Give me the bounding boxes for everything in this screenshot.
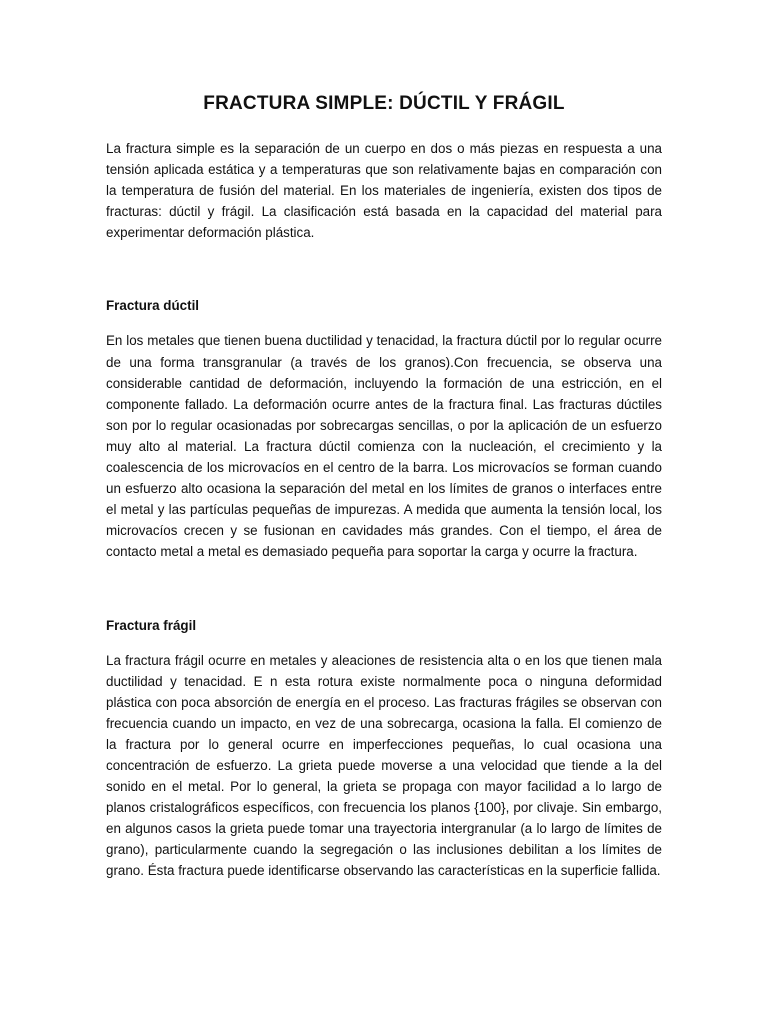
section-heading-brittle: Fractura frágil xyxy=(106,617,197,633)
spacer xyxy=(106,636,662,650)
intro-paragraph: La fractura simple es la separación de un cuerpo en dos o más piezas en respuesta a una tensión aplicada estática y a temperaturas que son relativamente bajas en comparación con la temperatura de fusión del material. En los materiales de ingeniería, existen dos tipos de fracturas: dúctil y frágil. La clasificación está basada en la capacidad del material para experimentar deformación plástica. xyxy=(106,141,662,241)
section-body-brittle: La fractura frágil ocurre en metales y aleaciones de resistencia alta o en los que tienen mala ductilidad y tenacidad. E n esta rotura existe normalmente poca o ninguna deformidad plástica con poca absorción de energía en el proceso. Las fracturas frágiles se observan con frecuencia cuando un impacto, en vez de una sobrecarga, ocasiona la falla. El comienzo de la fractura por lo general ocurre en imperfecciones pequeñas, lo cual ocasiona una concentración de esfuerzo. La grieta puede moverse a una velocidad que tiende a la del sonido en el metal. Por lo general, la grieta se propaga con mayor facilidad a lo largo de planos cristalográficos específicos, con frecuencia los planos {100}, por clivaje. Sin embargo, en algunos casos la grieta puede tomar una trayectoria intergranular (a lo largo de límites de grano), particularmente cuando la segregación o las inclusiones debilitan a los límites de grano. Ésta fractura puede identificarse observando las características en la superficie fallida. xyxy=(106,652,662,879)
spacer xyxy=(106,563,662,615)
document-title: FRACTURA SIMPLE: DÚCTIL Y FRÁGIL xyxy=(203,93,565,114)
section-ductile xyxy=(106,295,662,562)
section-brittle xyxy=(106,615,662,882)
section-body-ductile: En los metales que tienen buena ductilidad y tenacidad, la fractura dúctil por lo regular ocurre de una forma transgranular (a través de los granos).Con frecuencia, se observa una considerable cantidad de deformación, incluyendo la formación de una estricción, en el componente fallado. La deformación ocurre antes de la fractura final. Las fracturas dúctiles son por lo regular ocasionadas por sobrecargas sencillas, o por la aplicación de un esfuerzo muy alto al material. La fractura dúctil comienza con la nucleación, el crecimiento y la coalescencia de los microvacíos en el centro de la barra. Los microvacíos se forman cuando un esfuerzo alto ocasiona la separación del metal en los límites de granos o interfaces entre el metal y las partículas pequeñas de impurezas. A medida que aumenta la tensión local, los microvacíos crecen y se fusionan en cavidades más grandes. Con el tiempo, el área de contacto metal a metal es demasiado pequeña para soportar la carga y ocurre la fractura. xyxy=(106,333,662,560)
section-heading-ductile: Fractura dúctil xyxy=(106,298,200,314)
spacer xyxy=(106,316,662,330)
document-body xyxy=(106,92,662,882)
spacer xyxy=(106,243,662,295)
